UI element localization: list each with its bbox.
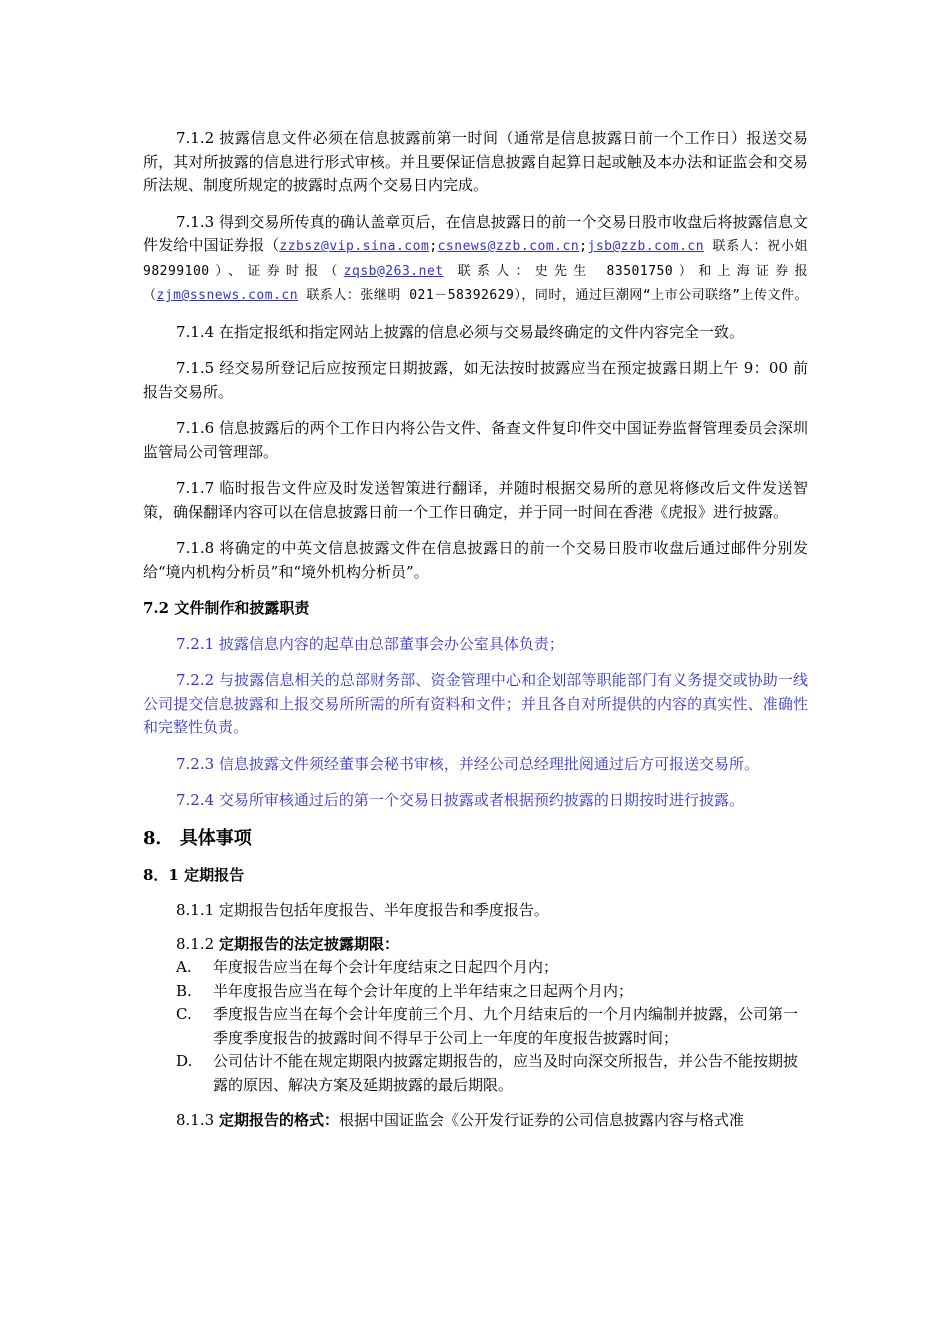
section-heading-7-2: 7.2 文件制作和披露职责	[143, 599, 310, 617]
clause-text: 根据中国证监会《公开发行证券的公司信息披露内容与格式准	[338, 1111, 744, 1129]
clause-number: 8.1.3	[176, 1111, 219, 1129]
list-item	[143, 1003, 808, 1050]
list-item-text: 半年度报告应当在每个会计年度的上半年结束之日起两个月内；	[213, 981, 634, 1000]
clause-7-1-3-text-1: 7.1.3 得到交易所传真的确认盖章页后，在信息披露日的前一个交易日股市收盘后将披露信息文件发给中国证券报（	[143, 212, 808, 254]
clause-number: 8.1.2	[176, 934, 219, 953]
deadline-list	[143, 956, 808, 1097]
clause-7-1-8: 7.1.8 将确定的中英文信息披露文件在信息披露日的前一个交易日股市收盘后通过邮件分别发给“境内机构分析员”和“境外机构分析员”。	[143, 539, 808, 581]
clause-title: 定期报告的法定披露期限：	[218, 934, 399, 953]
clause-8-1-3	[176, 1109, 808, 1133]
clause-7-1-6: 7.1.6 信息披露后的两个工作日内将公告文件、备查文件复印件交中国证券监督管理委员会深圳监管局公司管理部。	[143, 419, 808, 461]
clause-7-2-2: 7.2.2 与披露信息相关的总部财务部、资金管理中心和企划部等职能部门有义务提交或协助一线公司提交信息披露和上报交易所所需的所有资料和文件；并且各自对所提供的内容的真实性、准确性和完整性负责。	[143, 671, 808, 736]
clause-title: 定期报告的格式：	[218, 1111, 339, 1129]
clause-7-1-3	[143, 211, 808, 308]
email-link-csnews[interactable]: csnews@zzb.com.cn	[437, 239, 580, 254]
list-item-text: 公司估计不能在规定期限内披露定期报告的，应当及时向深交所报告，并公告不能按期披露的原因、解决方案及延期披露的最后期限。	[213, 1052, 799, 1094]
clause-7-1-3-text-2: 联系人：祝小姐 98299100）、证券时报（	[143, 239, 808, 279]
list-item-text: 年度报告应当在每个会计年度结束之日起四个月内；	[213, 958, 559, 976]
separator: ;	[429, 239, 438, 254]
list-item-text: 季度报告应当在每个会计年度前三个月、九个月结束后的一个月内编制并披露，公司第一季度季度报告的披露时间不得早于公司上一年度的年度报告披露时间；	[213, 1005, 799, 1047]
clause-8-1-1: 8.1.1 定期报告包括年度报告、半年度报告和季度报告。	[176, 901, 549, 919]
list-item	[143, 1050, 808, 1097]
list-marker: A.	[176, 958, 192, 976]
clause-7-1-2: 7.1.2 披露信息文件必须在信息披露前第一时间（通常是信息披露日前一个工作日）报送交易所，其对所披露的信息进行形式审核。并且要保证信息披露自起算日起或触及本办法和证监会和交易所法规、制度所规定的披露时点两个交易日内完成。	[143, 129, 808, 194]
list-marker: C.	[176, 1005, 192, 1023]
chapter-heading-8: 8． 具体事项	[143, 827, 252, 849]
list-marker: D.	[176, 1052, 193, 1070]
clause-7-1-7: 7.1.7 临时报告文件应及时发送智策进行翻译，并随时根据交易所的意见将修改后文件发送智策，确保翻译内容可以在信息披露日前一个工作日确定，并于同一时间在香港《虎报》进行披露。	[143, 479, 808, 521]
email-link-jsb[interactable]: jsb@zzb.com.cn	[587, 239, 705, 254]
clause-7-2-1: 7.2.1 披露信息内容的起草由总部董事会办公室具体负责；	[176, 634, 564, 653]
clause-7-1-4: 7.1.4 在指定报纸和指定网站上披露的信息必须与交易最终确定的文件内容完全一致。	[176, 322, 744, 341]
clause-7-1-5: 7.1.5 经交易所登记后应按预定日期披露，如无法按时披露应当在预定披露日期上午 9：00 前报告交易所。	[143, 359, 808, 401]
list-item	[143, 956, 808, 980]
separator: ;	[579, 239, 588, 254]
document-body	[143, 127, 808, 1133]
clause-8-1-2	[176, 933, 808, 957]
email-link-zjm[interactable]: zjm@ssnews.com.cn	[156, 288, 299, 303]
clause-7-1-3-text-4: 联系人：张继明 021－58392629），同时，通过巨潮网“上市公司联络”上传文件。	[298, 288, 808, 303]
clause-7-1-3-text-3: 联系人：史先生 83501750）和上海证券报（	[143, 263, 808, 303]
clause-7-2-4: 7.2.4 交易所审核通过后的第一个交易日披露或者根据预约披露的日期按时进行披露。	[176, 791, 744, 809]
section-heading-8-1: 8．1 定期报告	[143, 865, 245, 884]
clause-7-2-3: 7.2.3 信息披露文件须经董事会秘书审核，并经公司总经理批阅通过后方可报送交易所。	[176, 754, 759, 773]
email-link-zqsb[interactable]: zqsb@263.net	[343, 263, 444, 279]
email-link-zzbsz[interactable]: zzbsz@vip.sina.com	[279, 239, 430, 254]
list-item	[143, 980, 808, 1004]
list-marker: B.	[176, 981, 192, 1000]
